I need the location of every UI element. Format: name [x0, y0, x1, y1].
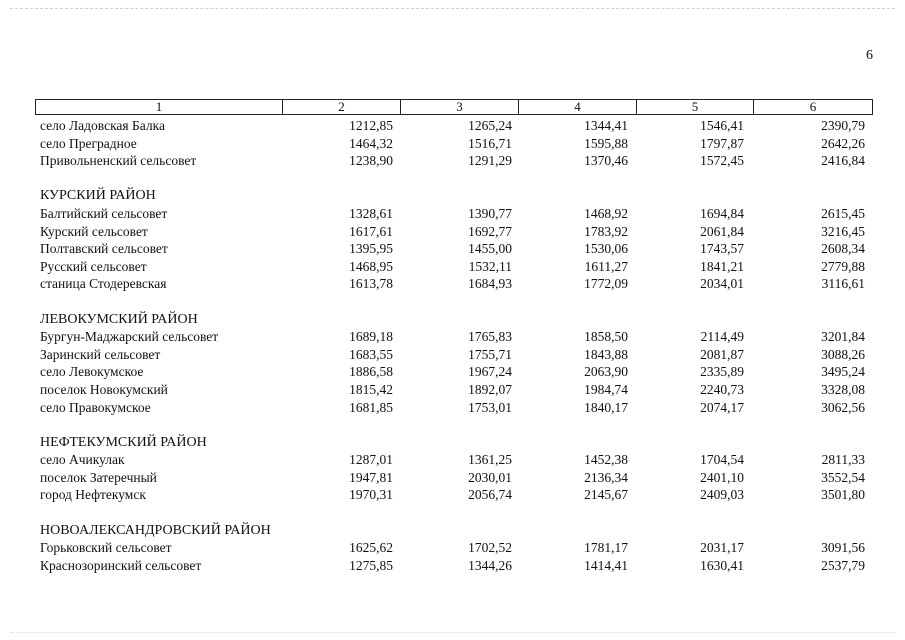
value-col-2: 1947,81: [349, 469, 393, 485]
value-col-2: 1617,61: [349, 223, 393, 239]
value-col-3: 1967,24: [468, 364, 512, 380]
value-col-2: 1613,78: [349, 276, 393, 292]
settlement-name: станица Стодеревская: [40, 276, 167, 292]
district-heading: [0, 187, 905, 205]
value-col-6: 3501,80: [821, 487, 865, 503]
value-col-5: 2401,10: [700, 469, 744, 485]
value-col-6: 2811,33: [821, 452, 865, 468]
value-col-6: 2416,84: [821, 153, 865, 169]
value-col-5: 1694,84: [700, 205, 744, 221]
value-col-5: 2031,17: [700, 540, 744, 556]
value-col-4: 1414,41: [584, 557, 628, 573]
value-col-3: 1692,77: [468, 223, 512, 239]
district-name: ЛЕВОКУМСКИЙ РАЙОН: [40, 311, 198, 327]
value-col-6: 3088,26: [821, 346, 865, 362]
value-col-6: 3062,56: [821, 399, 865, 415]
settlement-name: Бургун-Маджарский сельсовет: [40, 329, 219, 345]
value-col-6: 2779,88: [821, 258, 865, 274]
value-col-4: 1530,06: [584, 241, 628, 257]
value-col-2: 1970,31: [349, 487, 393, 503]
value-col-3: 1291,29: [468, 153, 512, 169]
district-heading: [0, 311, 905, 329]
value-col-5: 1572,45: [700, 153, 744, 169]
section-gap: [0, 293, 905, 311]
settlement-name: село Преградное: [40, 135, 137, 151]
value-col-4: 1452,38: [584, 452, 628, 468]
value-col-6: 3091,56: [821, 540, 865, 556]
settlement-name: Краснозоринский сельсовет: [40, 557, 202, 573]
value-col-2: 1328,61: [349, 205, 393, 221]
table-row: [0, 469, 905, 487]
value-col-3: 1390,77: [468, 205, 512, 221]
value-col-4: 1984,74: [584, 381, 628, 397]
settlement-name: Полтавский сельсовет: [40, 241, 168, 257]
settlement-name: Балтийский сельсовет: [40, 205, 168, 221]
table-row: [0, 451, 905, 469]
header-col-3: 3: [400, 100, 518, 114]
value-col-6: 3116,61: [821, 276, 865, 292]
table-row: [0, 381, 905, 399]
value-col-4: 1781,17: [584, 540, 628, 556]
value-col-4: 1783,92: [584, 223, 628, 239]
value-col-3: 2030,01: [468, 469, 512, 485]
value-col-5: 1630,41: [700, 557, 744, 573]
value-col-2: 1212,85: [349, 118, 393, 133]
scan-artifact-bottom: [10, 632, 895, 633]
district-heading: [0, 522, 905, 540]
value-col-6: 3552,54: [821, 469, 865, 485]
value-col-3: 1516,71: [468, 135, 512, 151]
table-row: [0, 486, 905, 504]
settlement-name: село Левокумское: [40, 364, 144, 380]
value-col-2: 1287,01: [349, 452, 393, 468]
value-col-5: 2240,73: [700, 381, 744, 397]
value-col-4: 2145,67: [584, 487, 628, 503]
table-row: [0, 275, 905, 293]
table-row: [0, 539, 905, 557]
value-col-2: 1468,95: [349, 258, 393, 274]
settlement-name: село Ладовская Балка: [40, 118, 165, 133]
value-col-6: 3216,45: [821, 223, 865, 239]
settlement-name: поселок Новокумский: [40, 381, 168, 397]
table-row: [0, 557, 905, 575]
settlement-name: город Нефтекумск: [40, 487, 146, 503]
value-col-5: 1841,21: [700, 258, 744, 274]
value-col-4: 1840,17: [584, 399, 628, 415]
value-col-3: 1265,24: [468, 118, 512, 133]
value-col-5: 2335,89: [700, 364, 744, 380]
table-row: [0, 258, 905, 276]
value-col-3: 1455,00: [468, 241, 512, 257]
value-col-4: 1858,50: [584, 329, 628, 345]
settlement-name: Привольненский сельсовет: [40, 153, 197, 169]
value-col-5: 2114,49: [700, 329, 744, 345]
district-name: НЕФТЕКУМСКИЙ РАЙОН: [40, 434, 207, 450]
page-number: 6: [866, 48, 873, 63]
section-gap: [0, 504, 905, 522]
table-header: [35, 99, 873, 115]
scan-artifact-top: [10, 8, 895, 9]
value-col-4: 1468,92: [584, 205, 628, 221]
value-col-6: 3495,24: [821, 364, 865, 380]
value-col-3: 1765,83: [468, 329, 512, 345]
settlement-name: поселок Затеречный: [40, 469, 157, 485]
table-row: [0, 240, 905, 258]
value-col-3: 1702,52: [468, 540, 512, 556]
value-col-2: 1886,58: [349, 364, 393, 380]
settlement-name: Курский сельсовет: [40, 223, 148, 239]
settlement-name: село Ачикулак: [40, 452, 125, 468]
value-col-6: 2615,45: [821, 205, 865, 221]
value-col-5: 1704,54: [700, 452, 744, 468]
value-col-5: 1797,87: [700, 135, 744, 151]
table-body: [0, 117, 905, 574]
value-col-3: 1532,11: [468, 258, 512, 274]
table-row: [0, 205, 905, 223]
table-row: [0, 328, 905, 346]
value-col-6: 3201,84: [821, 329, 865, 345]
value-col-6: 3328,08: [821, 381, 865, 397]
value-col-2: 1815,42: [349, 381, 393, 397]
header-col-6: 6: [753, 100, 872, 114]
settlement-name: Горьковский сельсовет: [40, 540, 172, 556]
header-col-2: 2: [282, 100, 400, 114]
table-row: [0, 399, 905, 417]
section-gap: [0, 170, 905, 188]
value-col-4: 2063,90: [584, 364, 628, 380]
value-col-3: 2056,74: [468, 487, 512, 503]
district-name: КУРСКИЙ РАЙОН: [40, 188, 156, 204]
value-col-3: 1755,71: [468, 346, 512, 362]
table-row: [0, 223, 905, 241]
table-row: [0, 135, 905, 153]
value-col-4: 1772,09: [584, 276, 628, 292]
table-row: [0, 363, 905, 381]
value-col-5: 2409,03: [700, 487, 744, 503]
value-col-5: 1546,41: [700, 118, 744, 133]
value-col-4: 1344,41: [584, 118, 628, 133]
value-col-4: 1843,88: [584, 346, 628, 362]
value-col-5: 2061,84: [700, 223, 744, 239]
settlement-name: Заринский сельсовет: [40, 346, 161, 362]
value-col-3: 1361,25: [468, 452, 512, 468]
district-name: НОВОАЛЕКСАНДРОВСКИЙ РАЙОН: [40, 522, 271, 538]
value-col-5: 2081,87: [700, 346, 744, 362]
settlement-name: село Правокумское: [40, 399, 151, 415]
table-row: [0, 152, 905, 170]
settlement-name: Русский сельсовет: [40, 258, 147, 274]
header-col-5: 5: [636, 100, 753, 114]
value-col-6: 2642,26: [821, 135, 865, 151]
header-col-1: 1: [155, 99, 163, 114]
header-col-4: 4: [518, 100, 636, 114]
value-col-4: 1595,88: [584, 135, 628, 151]
value-col-2: 1238,90: [349, 153, 393, 169]
value-col-3: 1344,26: [468, 557, 512, 573]
value-col-3: 1684,93: [468, 276, 512, 292]
value-col-2: 1689,18: [349, 329, 393, 345]
value-col-2: 1395,95: [349, 241, 393, 257]
value-col-2: 1275,85: [349, 557, 393, 573]
value-col-5: 1743,57: [700, 241, 744, 257]
value-col-2: 1683,55: [349, 346, 393, 362]
value-col-4: 1611,27: [584, 258, 628, 274]
table-row: [0, 117, 905, 135]
value-col-4: 1370,46: [584, 153, 628, 169]
value-col-2: 1681,85: [349, 399, 393, 415]
value-col-3: 1892,07: [468, 381, 512, 397]
value-col-3: 1753,01: [468, 399, 512, 415]
value-col-5: 2074,17: [700, 399, 744, 415]
value-col-6: 2608,34: [821, 241, 865, 257]
district-heading: [0, 434, 905, 452]
value-col-6: 2537,79: [821, 557, 865, 573]
value-col-2: 1464,32: [349, 135, 393, 151]
section-gap: [0, 416, 905, 434]
table-row: [0, 346, 905, 364]
value-col-4: 2136,34: [584, 469, 628, 485]
value-col-5: 2034,01: [700, 276, 744, 292]
value-col-6: 2390,79: [821, 118, 865, 133]
value-col-2: 1625,62: [349, 540, 393, 556]
